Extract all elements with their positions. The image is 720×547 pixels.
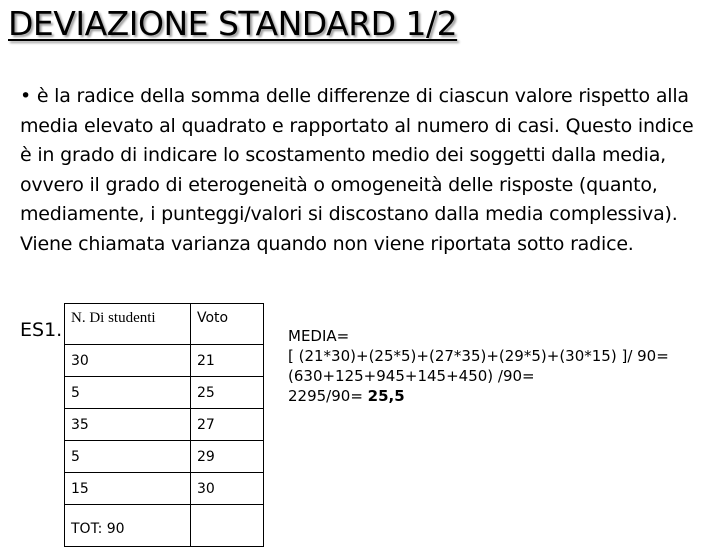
mean-formula: [ (21*30)+(25*5)+(27*35)+(29*5)+(30*15) ]/ 90= [288, 347, 669, 365]
cell-students: 30 [65, 345, 191, 377]
table-header-row [65, 304, 264, 345]
mean-label: MEDIA= [288, 327, 350, 345]
cell-total: TOT: 90 [65, 505, 191, 547]
mean-division: 2295/90= [288, 387, 368, 405]
mean-result-line [288, 386, 669, 406]
cell-grade: 25 [191, 377, 264, 409]
header-students: N. Di studenti [65, 304, 191, 345]
mean-sum: (630+125+945+145+450) /90= [288, 367, 535, 385]
header-grade: Voto [191, 304, 264, 345]
slide-title: DEVIAZIONE STANDARD 1/2 [8, 4, 458, 43]
definition-text: • è la radice della somma delle differenze di ciascun valore rispetto alla media elevato al quadrato e rapportato al numero di casi. Questo indice è in grado di indicare lo scostamento medio dei soggetti dalla media, ovvero il grado di eterogeneità o omogeneità delle risposte (quanto, mediamente, i punteggi/valori si discostano dalla media complessiva). Viene chiamata varianza quando non viene riportata sotto radice. [20, 85, 694, 255]
table-row [65, 409, 264, 441]
cell-students: 5 [65, 377, 191, 409]
cell-students: 35 [65, 409, 191, 441]
cell-students: 15 [65, 473, 191, 505]
cell-grade: 30 [191, 473, 264, 505]
cell-empty [191, 505, 264, 547]
table-row [65, 473, 264, 505]
cell-grade: 21 [191, 345, 264, 377]
cell-grade: 29 [191, 441, 264, 473]
table-row [65, 345, 264, 377]
cell-students: 5 [65, 441, 191, 473]
mean-calculation [288, 326, 669, 406]
cell-grade: 27 [191, 409, 264, 441]
table-total-row [65, 505, 264, 547]
students-grades-table [64, 303, 264, 547]
table-row [65, 377, 264, 409]
table-row [65, 441, 264, 473]
example-label: ES1. [20, 319, 63, 341]
mean-result: 25,5 [367, 387, 405, 405]
